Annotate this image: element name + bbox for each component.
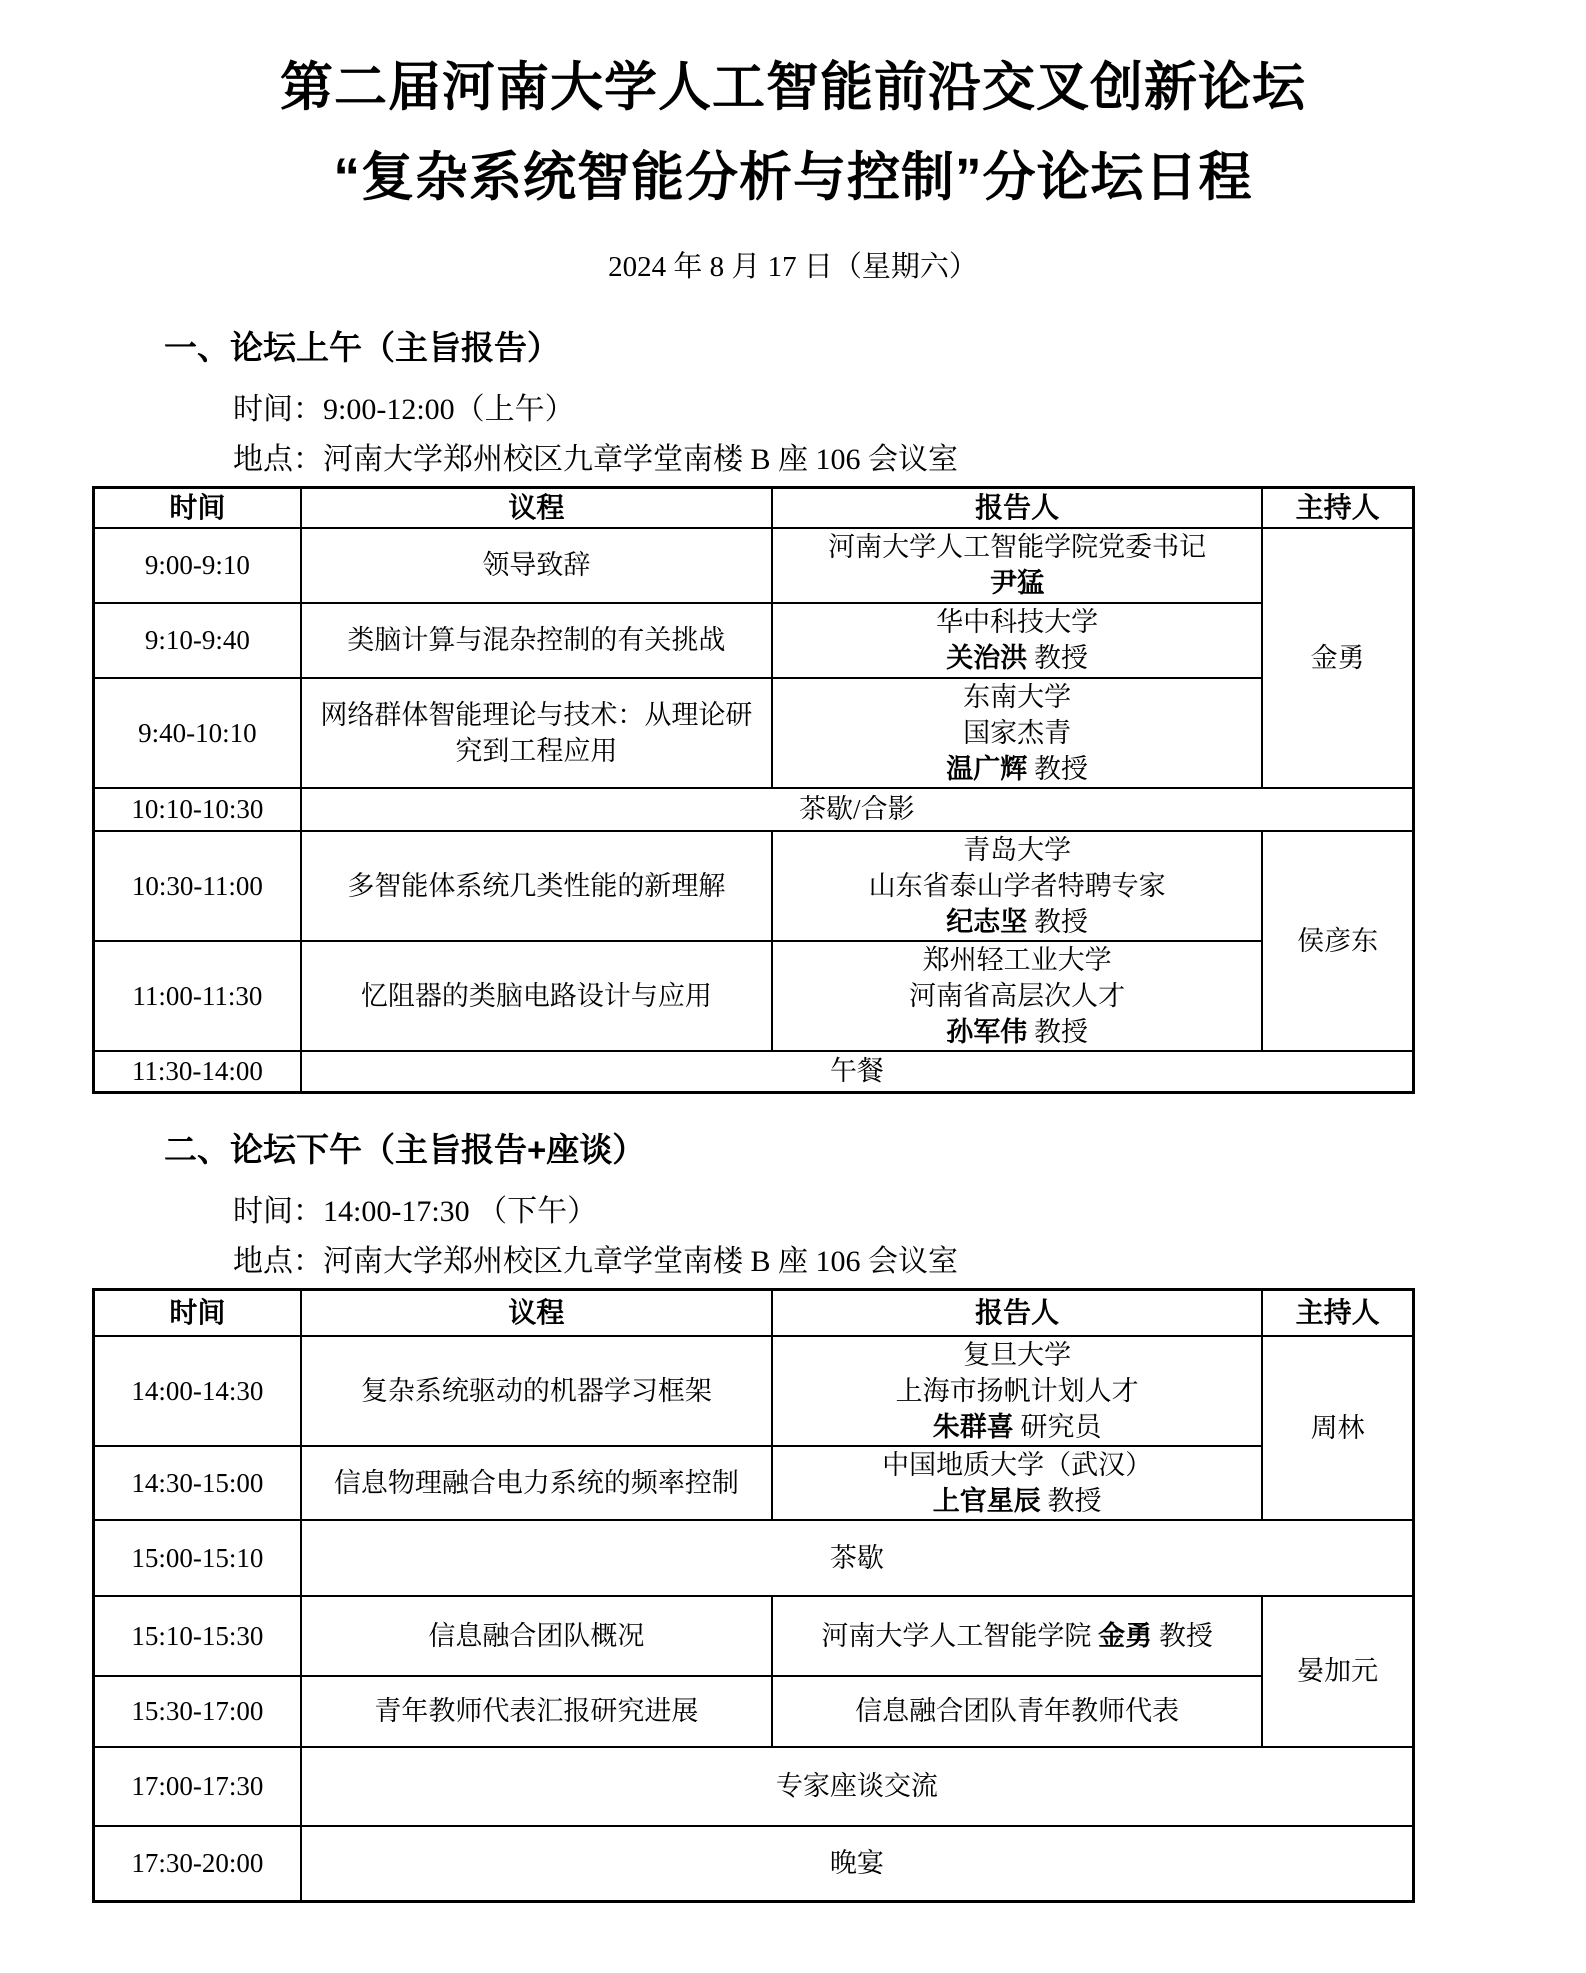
table-row <box>94 1596 1414 1676</box>
agenda-cell: 青年教师代表汇报研究进展 <box>301 1676 772 1747</box>
header-time: 时间 <box>94 488 301 528</box>
time-cell: 15:30-17:00 <box>94 1676 301 1747</box>
host-cell: 周林 <box>1262 1336 1413 1520</box>
break-row <box>94 1520 1414 1596</box>
speaker-name-line <box>773 1014 1261 1050</box>
speaker-affiliation: 复旦大学 <box>963 1339 1072 1370</box>
break-row <box>94 1826 1414 1902</box>
speaker-honor: 国家杰青 <box>963 717 1072 748</box>
speaker-title: 教授 <box>1152 1620 1213 1651</box>
agenda-cell: 多智能体系统几类性能的新理解 <box>301 831 772 941</box>
speaker-name: 尹猛 <box>990 568 1045 598</box>
time-cell: 10:30-11:00 <box>94 831 301 941</box>
time-cell: 17:30-20:00 <box>94 1826 301 1902</box>
agenda-cell: 信息融合团队概况 <box>301 1596 772 1676</box>
table-header-row <box>94 1290 1414 1336</box>
speaker-name: 关治洪 <box>946 643 1028 673</box>
speaker-name-line <box>773 751 1261 787</box>
speaker-title: 教授 <box>1027 643 1089 673</box>
section2-heading: 二、论坛下午（主旨报告+座谈） <box>164 1131 646 1168</box>
time-cell: 15:00-15:10 <box>94 1520 301 1596</box>
break-cell: 专家座谈交流 <box>301 1747 1414 1826</box>
event-date: 2024 年 8 月 17 日（星期六） <box>608 251 978 283</box>
break-cell: 茶歇 <box>301 1520 1414 1596</box>
break-row <box>94 1051 1414 1093</box>
speaker-name-line <box>773 1483 1261 1519</box>
break-row <box>94 788 1414 831</box>
section1-heading: 一、论坛上午（主旨报告） <box>164 329 560 366</box>
time-cell: 14:00-14:30 <box>94 1336 301 1446</box>
agenda-cell: 复杂系统驱动的机器学习框架 <box>301 1336 772 1446</box>
host-cell: 金勇 <box>1262 528 1413 788</box>
speaker-name: 孙军伟 <box>946 1016 1028 1047</box>
section2-time: 时间：14:00-17:30 （下午） <box>233 1195 598 1228</box>
table-row <box>94 678 1414 788</box>
speaker-title: 教授 <box>1040 1485 1102 1516</box>
time-cell: 11:30-14:00 <box>94 1051 301 1093</box>
table-row <box>94 603 1414 678</box>
morning-schedule-table <box>92 486 1415 1094</box>
table-row <box>94 528 1414 603</box>
header-agenda: 议程 <box>301 1290 772 1336</box>
agenda-cell: 领导致辞 <box>301 528 772 603</box>
header-time: 时间 <box>94 1290 301 1336</box>
time-cell: 17:00-17:30 <box>94 1747 301 1826</box>
header-speaker: 报告人 <box>772 488 1262 528</box>
agenda-cell: 信息物理融合电力系统的频率控制 <box>301 1446 772 1520</box>
speaker-name: 纪志坚 <box>946 906 1028 937</box>
table-row <box>94 1336 1414 1446</box>
main-title-line2: “复杂系统智能分析与控制”分论坛日程 <box>333 148 1253 207</box>
break-cell: 晚宴 <box>301 1826 1414 1902</box>
speaker-cell <box>772 941 1262 1051</box>
speaker-title: 教授 <box>1027 1016 1089 1047</box>
speaker-affiliation: 青岛大学 <box>963 834 1072 865</box>
speaker-cell <box>772 528 1262 603</box>
speaker-name: 朱群喜 <box>932 1411 1014 1442</box>
break-cell: 午餐 <box>301 1051 1414 1093</box>
agenda-cell: 网络群体智能理论与技术：从理论研究到工程应用 <box>301 678 772 788</box>
time-cell: 9:10-9:40 <box>94 603 301 678</box>
time-cell: 15:10-15:30 <box>94 1596 301 1676</box>
speaker-cell <box>772 1446 1262 1520</box>
host-cell: 侯彦东 <box>1262 831 1413 1051</box>
speaker-cell <box>772 1336 1262 1446</box>
speaker-name-line <box>773 904 1261 940</box>
speaker-honor: 河南省高层次人才 <box>909 980 1126 1011</box>
table-row <box>94 941 1414 1051</box>
speaker-title: 研究员 <box>1013 1411 1102 1442</box>
speaker-name-line <box>773 640 1261 676</box>
table-row <box>94 831 1414 941</box>
speaker-affiliation: 郑州轻工业大学 <box>922 944 1112 975</box>
header-agenda: 议程 <box>301 488 772 528</box>
speaker-name: 温广辉 <box>946 753 1028 784</box>
header-host: 主持人 <box>1262 1290 1413 1336</box>
speaker-affiliation: 河南大学人工智能学院 <box>821 1620 1099 1651</box>
header-host: 主持人 <box>1262 488 1413 528</box>
main-title-line1: 第二届河南大学人工智能前沿交叉创新论坛 <box>280 58 1306 117</box>
time-cell: 9:40-10:10 <box>94 678 301 788</box>
speaker-affiliation: 中国地质大学（武汉） <box>882 1449 1153 1480</box>
afternoon-schedule-table <box>92 1288 1415 1903</box>
table-header-row <box>94 488 1414 528</box>
header-speaker: 报告人 <box>772 1290 1262 1336</box>
section2-location: 地点：河南大学郑州校区九章学堂南楼 B 座 106 会议室 <box>233 1245 959 1278</box>
agenda-cell: 类脑计算与混杂控制的有关挑战 <box>301 603 772 678</box>
break-row <box>94 1747 1414 1826</box>
time-cell: 14:30-15:00 <box>94 1446 301 1520</box>
speaker-honor: 山东省泰山学者特聘专家 <box>868 870 1166 901</box>
break-cell: 茶歇/合影 <box>301 788 1414 831</box>
speaker-group: 信息融合团队青年教师代表 <box>855 1696 1180 1726</box>
section1-location: 地点：河南大学郑州校区九章学堂南楼 B 座 106 会议室 <box>233 443 959 476</box>
table-row <box>94 1446 1414 1520</box>
speaker-cell <box>772 603 1262 678</box>
speaker-cell <box>772 1676 1262 1747</box>
speaker-name-line <box>773 1618 1261 1654</box>
speaker-cell <box>772 831 1262 941</box>
speaker-name: 金勇 <box>1098 1620 1153 1651</box>
table-row <box>94 1676 1414 1747</box>
agenda-cell: 忆阻器的类脑电路设计与应用 <box>301 941 772 1051</box>
speaker-title: 教授 <box>1027 753 1089 784</box>
time-cell: 11:00-11:30 <box>94 941 301 1051</box>
speaker-name-line <box>773 565 1261 601</box>
section1-time: 时间：9:00-12:00（上午） <box>233 393 575 426</box>
speaker-cell <box>772 678 1262 788</box>
speaker-title: 教授 <box>1027 906 1089 937</box>
speaker-name: 上官星辰 <box>932 1485 1041 1516</box>
time-cell: 9:00-9:10 <box>94 528 301 603</box>
host-cell: 晏加元 <box>1262 1596 1413 1747</box>
time-cell: 10:10-10:30 <box>94 788 301 831</box>
speaker-affiliation: 华中科技大学 <box>936 607 1099 637</box>
speaker-affiliation: 河南大学人工智能学院党委书记 <box>828 532 1207 562</box>
speaker-cell <box>772 1596 1262 1676</box>
speaker-affiliation: 东南大学 <box>963 681 1072 712</box>
speaker-honor: 上海市扬帆计划人才 <box>895 1375 1139 1406</box>
speaker-name-line <box>773 1409 1261 1445</box>
